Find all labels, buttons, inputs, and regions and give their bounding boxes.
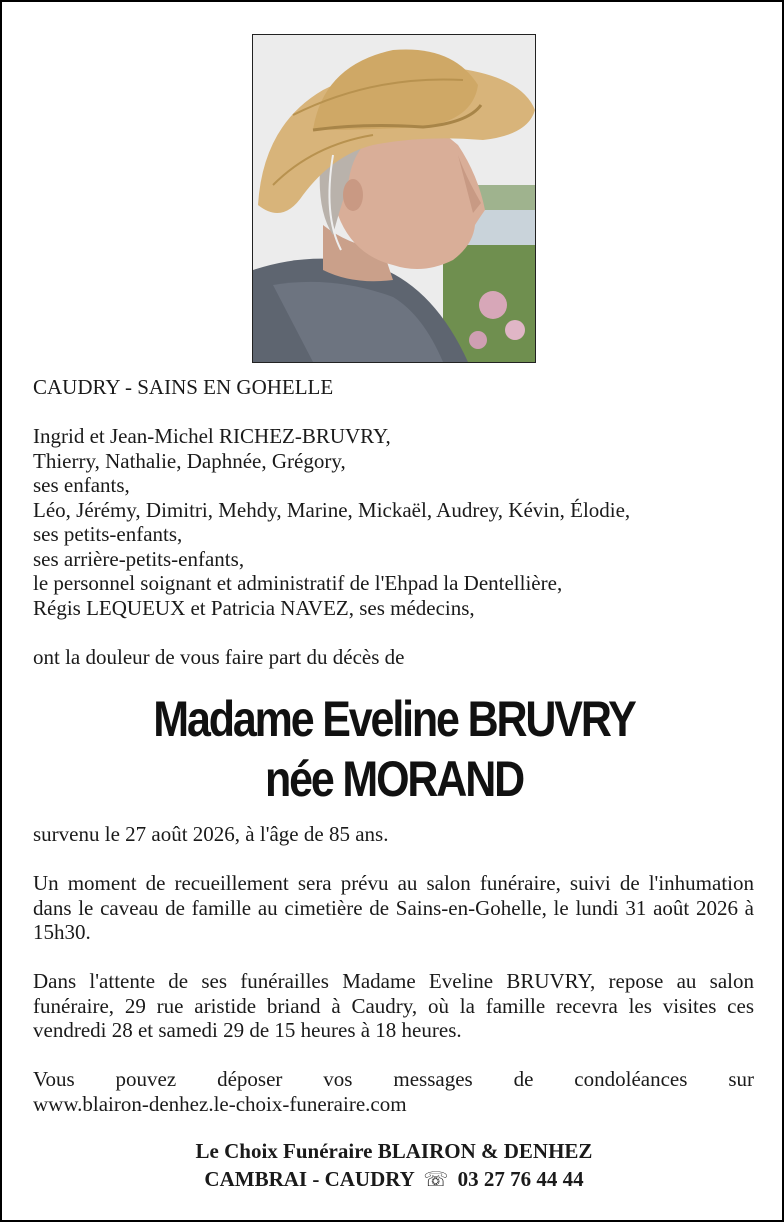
family-line: Ingrid et Jean-Michel RICHEZ-BRUVRY, xyxy=(33,424,391,448)
notice-details xyxy=(33,822,754,1116)
portrait-photo xyxy=(252,34,536,363)
family-line: Thierry, Nathalie, Daphnée, Grégory, xyxy=(33,448,346,473)
location-heading: CAUDRY - SAINS EN GOHELLE xyxy=(33,375,334,399)
visitation-info: Dans l'attente de ses funérailles Madame Eveline BRUVRY, repose au salon funéraire, 29 rue aristide briand à Caudry, où la famille recevra les visites ces vendredi 28 et samedi 29 de 15 heures à 18 heures. xyxy=(33,969,754,1042)
funeral-home-contact xyxy=(2,1165,784,1194)
notice-body xyxy=(33,375,754,669)
ceremony-info: Un moment de recueillement sera prévu au salon funéraire, suivi de l'inhumation dans le caveau de famille au cimetière de Sains-en-Gohelle, le lundi 31 août 2026 à 15h30. xyxy=(33,871,754,944)
deceased-name: Madame Eveline BRUVRY xyxy=(153,691,635,747)
condolences-website[interactable]: www.blairon-denhez.le-choix-funeraire.com xyxy=(33,1091,407,1116)
announcement-line: ont la douleur de vous faire part du décès de xyxy=(33,644,405,669)
funeral-home-phone[interactable]: 03 27 76 44 44 xyxy=(457,1167,584,1191)
family-line: ses enfants, xyxy=(33,473,130,497)
family-line: Régis LEQUEUX et Patricia NAVEZ, ses médecins, xyxy=(33,595,475,620)
deceased-maiden-name: née MORAND xyxy=(264,751,524,807)
portrait-illustration xyxy=(253,35,535,362)
family-line: ses petits-enfants, xyxy=(33,522,183,546)
funeral-home-name: Le Choix Funéraire BLAIRON & DENHEZ xyxy=(195,1139,593,1163)
death-info: survenu le 27 août 2026, à l'âge de 85 ans. xyxy=(33,822,389,846)
telephone-icon: ☏ xyxy=(423,1169,449,1191)
funeral-home-footer xyxy=(2,1137,784,1194)
family-line: Léo, Jérémy, Dimitri, Mehdy, Marine, Mickaël, Audrey, Kévin, Élodie, xyxy=(33,497,631,522)
family-line: ses arrière-petits-enfants, xyxy=(33,546,245,571)
funeral-home-cities: CAMBRAI - CAUDRY xyxy=(204,1167,415,1191)
family-line: le personnel soignant et administratif de l'Ehpad la Dentellière, xyxy=(33,571,563,595)
condolences-line: Vous pouvez déposer vos messages de condoléances sur xyxy=(33,1067,754,1091)
